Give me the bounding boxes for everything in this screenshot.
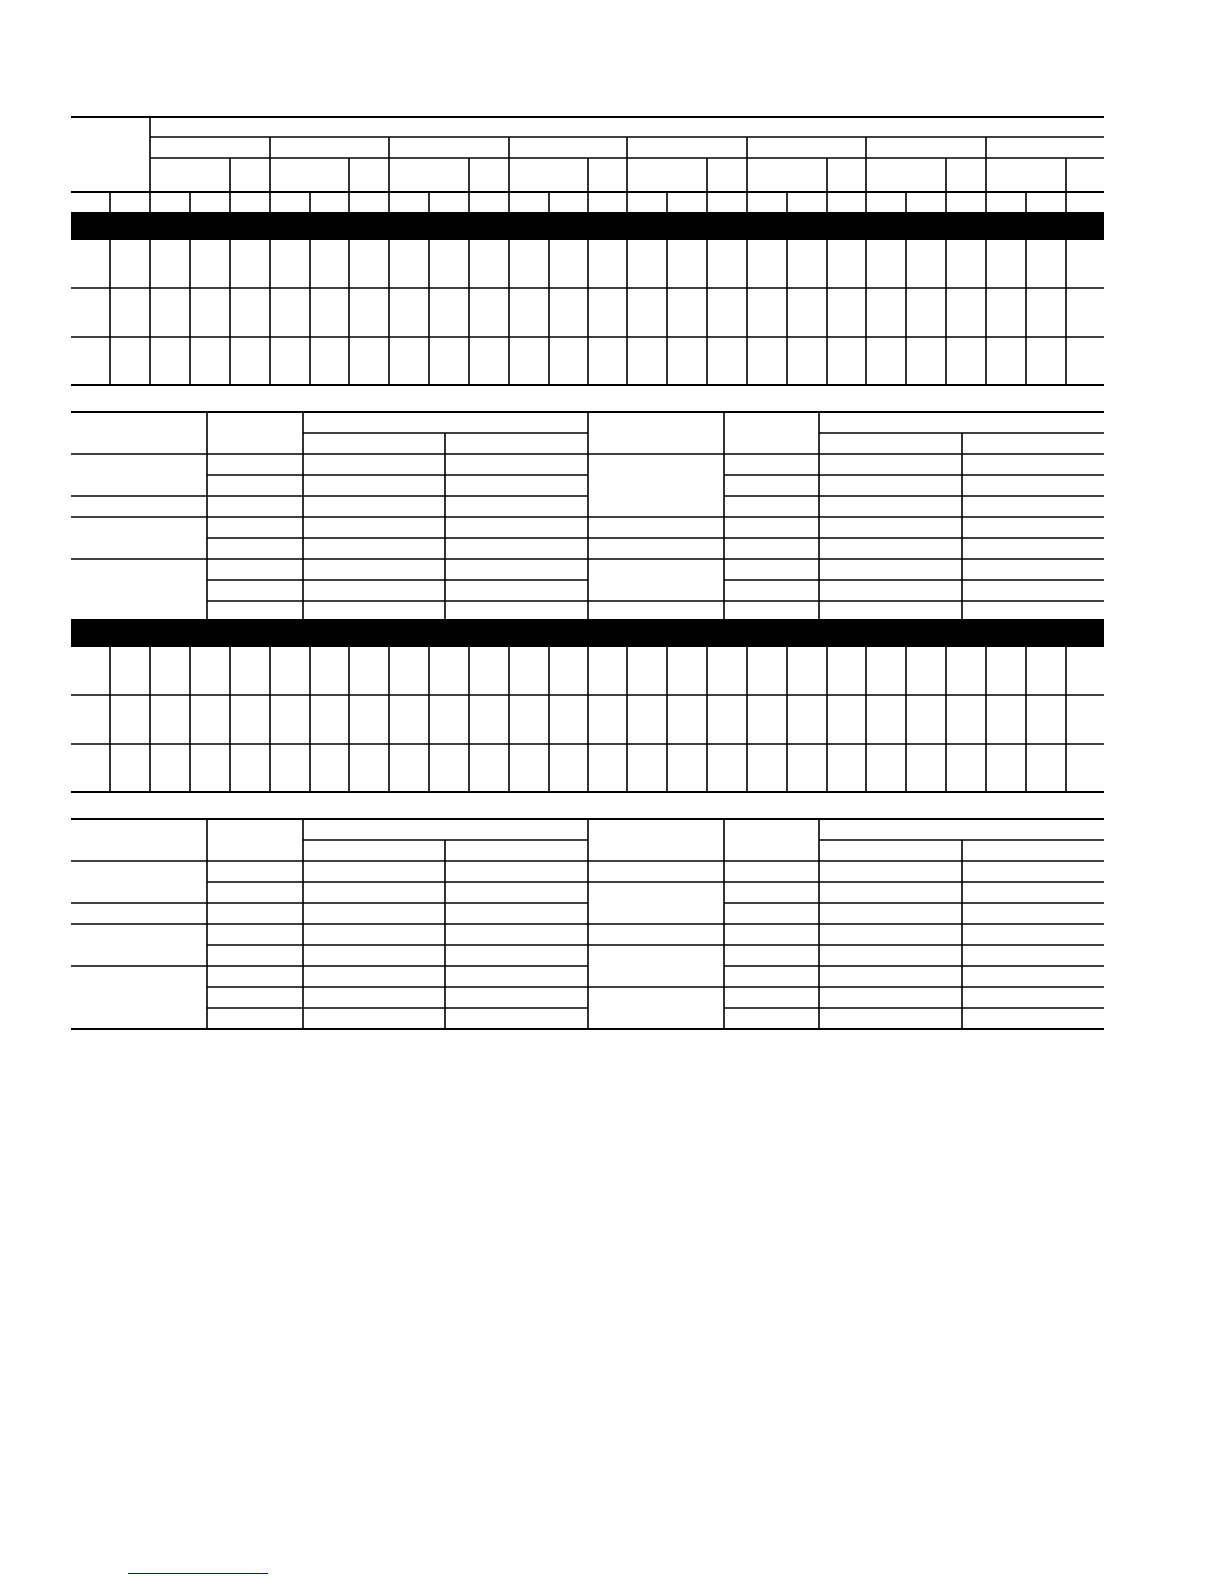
section-band bbox=[71, 212, 1104, 240]
lower-performance-table bbox=[71, 619, 1104, 792]
upper-summary-table bbox=[71, 412, 1104, 622]
footer-link[interactable] bbox=[128, 1561, 268, 1574]
section-band bbox=[71, 619, 1104, 647]
upper-performance-table bbox=[71, 117, 1104, 385]
lower-summary-table bbox=[71, 819, 1104, 1029]
